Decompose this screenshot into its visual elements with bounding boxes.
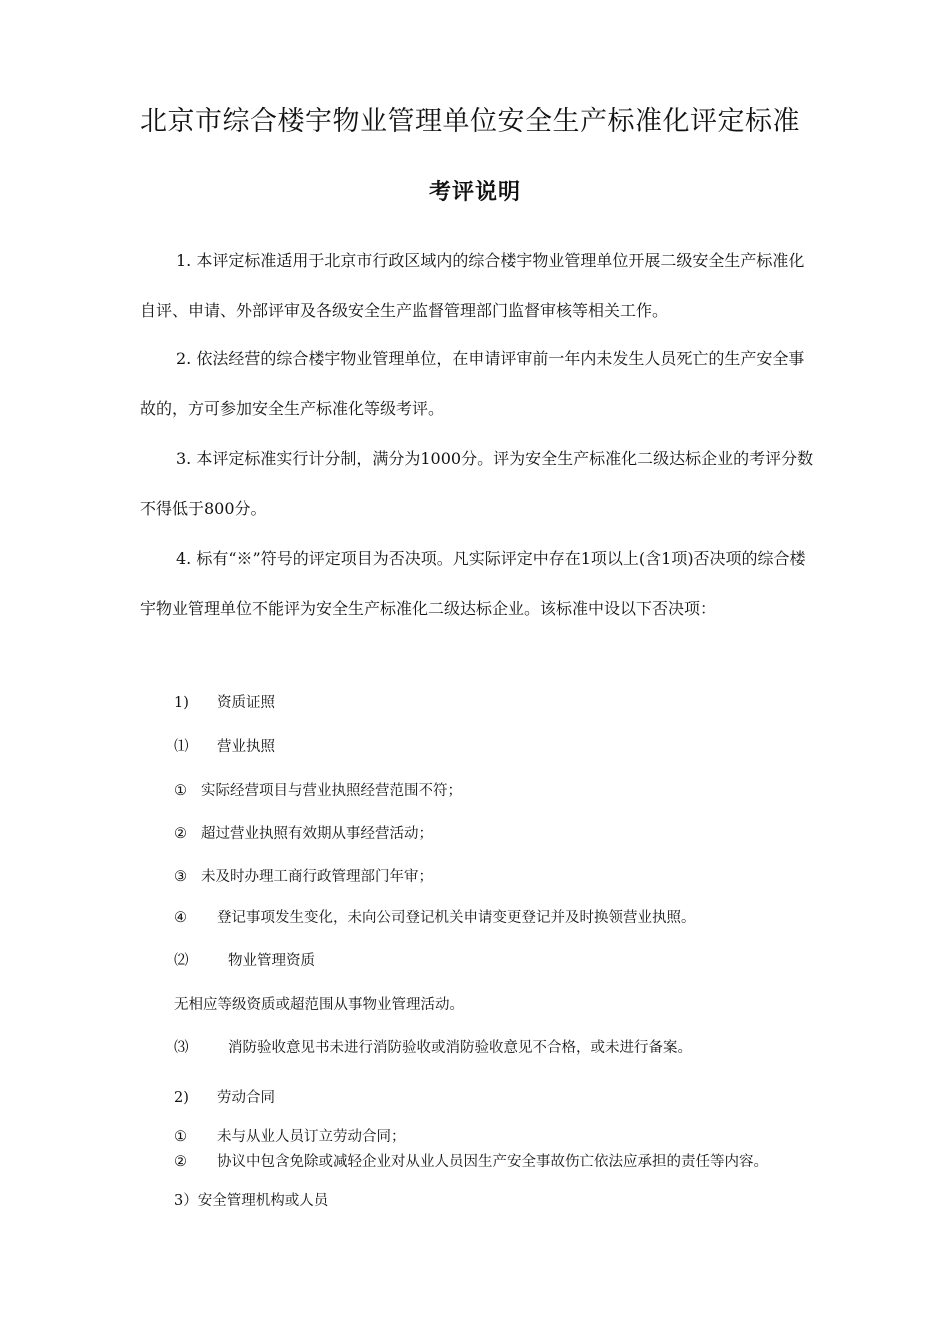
list-item-number: ⑴ xyxy=(174,739,189,755)
document-title: 北京市综合楼宇物业管理单位安全生产标准化评定标准 xyxy=(140,106,800,137)
paragraph-1: 1. 本评定标准适用于北京市行政区域内的综合楼宇物业管理单位开展二级安全生产标准化自评、申请、外部评审及各级安全生产监督管理部门监督审核等相关工作。 xyxy=(140,251,805,320)
list-item xyxy=(174,865,433,889)
list-item-number: 3） xyxy=(174,1193,198,1209)
list-item-text: 物业管理资质 xyxy=(228,953,315,969)
document-subtitle: 考评说明 xyxy=(428,179,521,205)
paragraph-3: 3. 本评定标准实行计分制，满分为1000分。评为安全生产标准化二级达标企业的考评分数不得低于800分。 xyxy=(140,449,814,518)
list-item-number: 2) xyxy=(174,1090,189,1106)
list-item xyxy=(174,1086,275,1110)
list-item-number: ① xyxy=(174,783,187,799)
list-item-text: 超过营业执照有效期从事经营活动； xyxy=(201,826,433,842)
list-item xyxy=(174,735,275,759)
list-item-number: ③ xyxy=(174,869,187,885)
list-item xyxy=(174,1189,328,1213)
list-item xyxy=(174,949,315,973)
list-item xyxy=(174,1036,692,1060)
list-item xyxy=(174,779,462,803)
list-item xyxy=(174,822,433,846)
list-item-number: ① xyxy=(174,1129,187,1145)
list-item xyxy=(174,691,275,715)
list-item xyxy=(174,993,464,1017)
list-item-text: 安全管理机构或人员 xyxy=(197,1193,329,1209)
list-item-text: 未与从业人员订立劳动合同； xyxy=(217,1129,406,1145)
list-item xyxy=(174,1150,768,1174)
list-item-text: 资质证照 xyxy=(217,695,275,711)
list-item-text: 实际经营项目与营业执照经营范围不符； xyxy=(201,783,462,799)
list-item xyxy=(174,906,696,930)
list-item-text: 营业执照 xyxy=(217,739,275,755)
list-item-number: ② xyxy=(174,826,187,842)
list-item-number: 1) xyxy=(174,695,189,711)
list-item-number: ⑵ xyxy=(174,953,189,969)
list-item-number: ④ xyxy=(174,910,187,926)
list-item-number: ⑶ xyxy=(174,1040,189,1056)
list-item-text: 协议中包含免除或减轻企业对从业人员因生产安全事故伤亡依法应承担的责任等内容。 xyxy=(217,1154,768,1170)
paragraph-2: 2. 依法经营的综合楼宇物业管理单位，在申请评审前一年内未发生人员死亡的生产安全事故的，方可参加安全生产标准化等级考评。 xyxy=(140,349,805,418)
list-item-text: 劳动合同 xyxy=(217,1090,275,1106)
list-item-text: 登记事项发生变化，未向公司登记机关申请变更登记并及时换领营业执照。 xyxy=(217,910,696,926)
paragraph-4: 4. 标有“※”符号的评定项目为否决项。凡实际评定中存在1项以上(含1项)否决项的综合楼宇物业管理单位不能评为安全生产标准化二级达标企业。该标准中设以下否决项： xyxy=(140,549,806,618)
list-item xyxy=(174,1125,406,1149)
list-item-number: ② xyxy=(174,1154,187,1170)
list-item-text: 未及时办理工商行政管理部门年审； xyxy=(201,869,433,885)
list-item-text: 无相应等级资质或超范围从事物业管理活动。 xyxy=(174,997,464,1013)
list-item-text: 消防验收意见书未进行消防验收或消防验收意见不合格，或未进行备案。 xyxy=(228,1040,692,1056)
